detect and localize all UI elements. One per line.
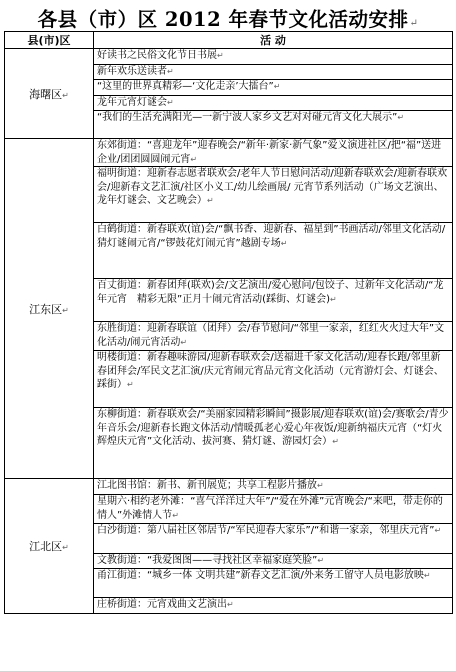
activity-text: “城乡一体 文明共建”新春文艺汇演/外来务工留守人员电影放映 [147, 570, 424, 582]
street-name: 明楼街道： [97, 352, 147, 364]
activity-text: “喜气洋洋过大年”/“爱在外滩”元宵晚会/“来吧，带走你的情人”外滩情人节 [97, 496, 443, 521]
activity-text: “这里的世界真精彩—‘文化走亲’大擂台” [97, 81, 274, 92]
title-text: 各县（市）区 2012 年春节文化活动安排 [37, 8, 409, 31]
street-name: 白沙街道： [97, 525, 147, 537]
paragraph-mark-icon: ↵ [207, 196, 214, 206]
activity-cell [94, 80, 453, 96]
street-name: 东胜街道： [97, 323, 147, 335]
activity-cell [94, 96, 453, 111]
street-name: 庄桥街道： [97, 599, 147, 611]
street-name: 百丈街道： [97, 280, 147, 292]
paragraph-mark-icon: ↵ [280, 238, 288, 248]
paragraph-mark-icon: ↵ [227, 600, 234, 610]
street-name: 东柳街道： [97, 409, 147, 421]
paragraph-mark-icon: ↵ [273, 82, 281, 91]
activity-text: 新春趣味游园/迎新春联欢会/送福进千家文化活动/迎春长跑/邻里新春团拜会/军民文艺汇演/庆元宵闹元宵品元宵文化活动（元宵游灯会、灯谜会、踩街） [97, 352, 444, 391]
street-name: 江北图书馆： [97, 480, 157, 492]
county-name: 江北区 [29, 540, 63, 554]
document-title [0, 4, 456, 32]
activity-text: “我爱图图——寻找社区幸福家庭笑脸” [147, 555, 318, 567]
activity-text: 第八届社区邻居节/“军民迎春大家乐”/“和谐一家亲，邻里庆元宵” [147, 525, 435, 537]
paragraph-mark-icon: ↵ [217, 51, 224, 60]
county-name: 江东区 [29, 302, 63, 316]
activity-table [4, 31, 453, 614]
activity-text: “喜迎龙年”迎春晚会/“新年·新家·新气象”爱义演进社区/把“福”送进企业/团团圆圆闹元宵 [97, 140, 442, 165]
paragraph-mark-icon: ↵ [172, 510, 179, 520]
paragraph-mark-icon: ↵ [409, 18, 419, 29]
table-header-row [5, 32, 453, 49]
activity-text: 好读书之民俗文化节日书展 [97, 50, 217, 61]
activity-cell [94, 322, 453, 351]
county-cell [5, 479, 94, 614]
paragraph-mark-icon: ↵ [317, 556, 325, 566]
street-name: 文教街道： [97, 555, 147, 567]
activity-cell [94, 223, 453, 279]
paragraph-mark-icon: ↵ [332, 437, 339, 447]
activity-text: “我们的生活充满阳光—一新宁波人家乡文艺对对碰元宵文化大展示” [97, 112, 398, 123]
activity-cell [94, 49, 453, 65]
paragraph-mark-icon: ↵ [423, 571, 431, 581]
activity-cell [94, 479, 453, 495]
county-cell [5, 49, 94, 139]
activity-cell [94, 167, 453, 223]
activity-cell [94, 351, 453, 408]
paragraph-mark-icon: ↵ [434, 526, 442, 536]
table-row [5, 479, 453, 495]
paragraph-mark-icon: ↵ [62, 543, 69, 553]
paragraph-mark-icon: ↵ [62, 305, 69, 315]
activity-cell [94, 408, 453, 479]
street-name: 东郊街道： [97, 140, 147, 151]
header-activity: 活 动 [94, 32, 453, 49]
paragraph-mark-icon: ↵ [167, 67, 174, 76]
street-name: 甬江街道： [97, 570, 147, 582]
street-name: 福明街道： [97, 168, 147, 180]
table-row [5, 49, 453, 65]
activity-text: 龙年元宵灯谜会 [97, 97, 167, 108]
activity-cell [94, 569, 453, 598]
activity-cell [94, 495, 453, 524]
table-row [5, 139, 453, 167]
activity-cell [94, 111, 453, 139]
activity-text: 新春联欢(谊)会/“飘书香、迎新春、福星到”书画活动/邻里文化活动/猜灯谜闹元宵/“锣鼓花灯闹元宵”越剧专场 [97, 224, 446, 249]
header-county: 县(市)区 [5, 32, 94, 49]
paragraph-mark-icon: ↵ [329, 294, 337, 304]
paragraph-mark-icon: ↵ [317, 481, 324, 491]
activity-cell [94, 139, 453, 167]
paragraph-mark-icon: ↵ [62, 90, 69, 100]
street-name: 星期六·相约老外滩： [97, 496, 191, 508]
paragraph-mark-icon: ↵ [127, 380, 134, 390]
activity-text: 元宵戏曲文艺演出 [147, 599, 227, 611]
activity-text: 新春团拜(联欢)会/文艺演出/爱心慰问/包饺子、过新年文化活动/“龙年元宵 精彩无限”正月十闹元宵活动(踩街、灯谜会) [97, 280, 444, 305]
paragraph-mark-icon: ↵ [397, 113, 405, 122]
activity-cell [94, 65, 453, 80]
activity-cell [94, 279, 453, 322]
activity-cell [94, 524, 453, 554]
street-name: 白鹤街道： [97, 224, 147, 236]
activity-text: 新书、新刊展览；共享工程影片播放 [157, 480, 317, 492]
activity-cell [94, 554, 453, 569]
activity-text: 迎新春联谊（团拜）会/春节慰问/“邻里一家亲，红红火火过大年”文化活动/闹元宵活动 [97, 323, 445, 348]
county-name: 海曙区 [29, 87, 63, 101]
county-cell [5, 139, 94, 479]
paragraph-mark-icon: ↵ [190, 154, 198, 164]
activity-cell [94, 598, 453, 614]
activity-text: 新年欢乐送读者 [97, 66, 167, 77]
activity-text: 新春联欢会/“美丽家园精彩瞬间”摄影展/迎春联欢(谊)会/赛歌会/青少年音乐会/迎新春长跑文体活动/情暖孤老心爱心年夜饭/迎新纳福庆元宵（“灯火辉煌庆元宵”文化活动、拔河赛、猜灯谜、游园灯会） [97, 409, 449, 448]
paragraph-mark-icon: ↵ [167, 98, 174, 107]
activity-text: 迎新春志愿者联欢会/老年人节日慰问活动/迎新春联欢会/迎新春联欢会/迎新春文艺汇演/社区小义工/幼儿绘画展/ 元宵节系列活动（广场文艺演出、龙年灯谜会、文艺晚会） [97, 168, 448, 207]
paragraph-mark-icon: ↵ [180, 337, 188, 347]
